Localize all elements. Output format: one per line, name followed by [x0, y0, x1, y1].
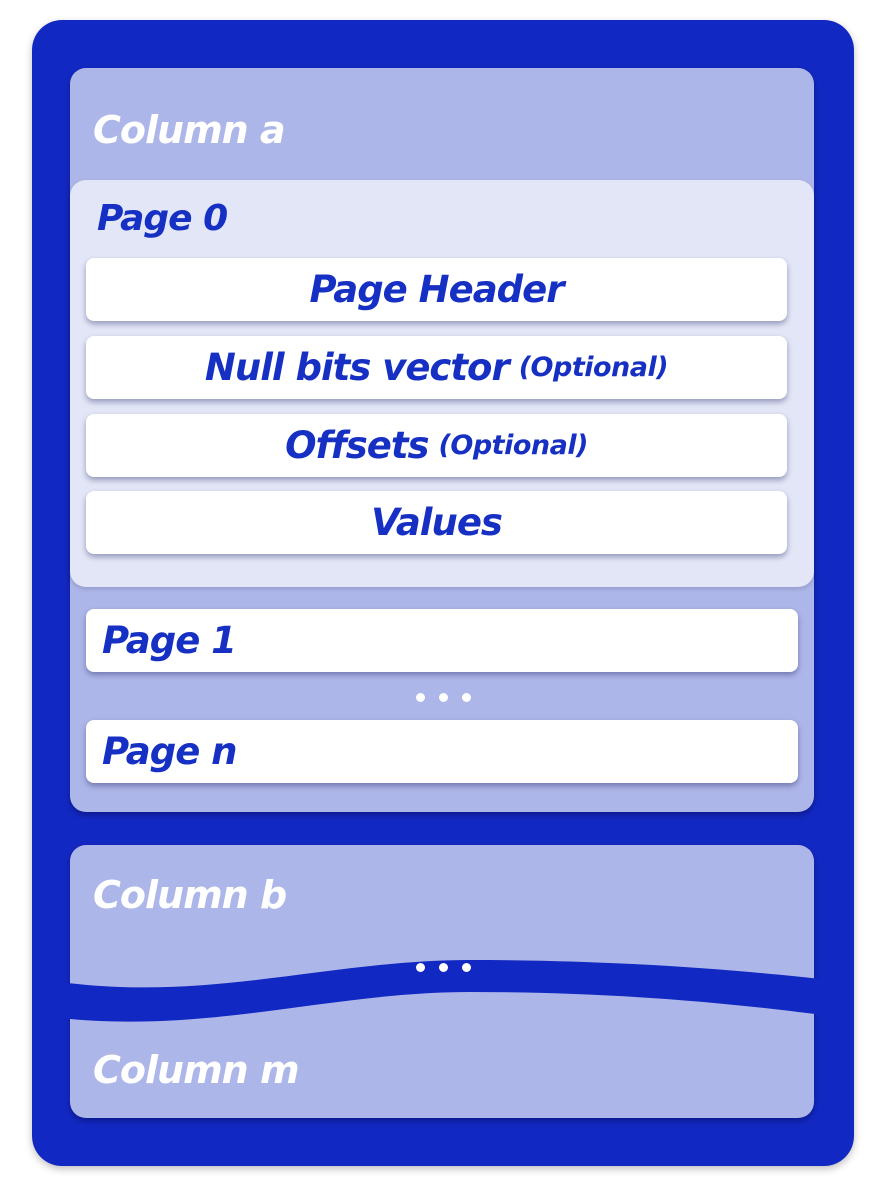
ellipsis-dot	[462, 693, 471, 702]
offsets-label: Offsets	[285, 424, 429, 467]
page-1-label: Page 1	[102, 619, 236, 662]
page-0-title: Page 0	[97, 198, 228, 239]
column-b-title: Column b	[93, 873, 287, 917]
values-row	[86, 491, 787, 554]
ellipsis-dot	[439, 693, 448, 702]
null-bits-vector-row	[86, 336, 787, 399]
ellipsis-dot	[462, 963, 471, 972]
page-header-label: Page Header	[309, 268, 564, 311]
offsets-optional-note: (Optional)	[438, 430, 588, 461]
page-header-row	[86, 258, 787, 321]
offsets-row	[86, 414, 787, 477]
page-n-row	[86, 720, 798, 783]
ellipsis-dot	[439, 963, 448, 972]
page-1-row	[86, 609, 798, 672]
page-n-label: Page n	[102, 730, 237, 773]
column-a-title: Column a	[93, 108, 285, 152]
null-bits-vector-label: Null bits vector	[204, 346, 509, 389]
column-gap-wave	[60, 930, 830, 1040]
values-label: Values	[371, 501, 502, 544]
ellipsis-dot	[416, 963, 425, 972]
columns-ellipsis	[416, 963, 471, 972]
pages-ellipsis	[416, 693, 471, 702]
null-bits-vector-optional-note: (Optional)	[518, 352, 669, 383]
ellipsis-dot	[416, 693, 425, 702]
column-m-title: Column m	[93, 1048, 299, 1092]
